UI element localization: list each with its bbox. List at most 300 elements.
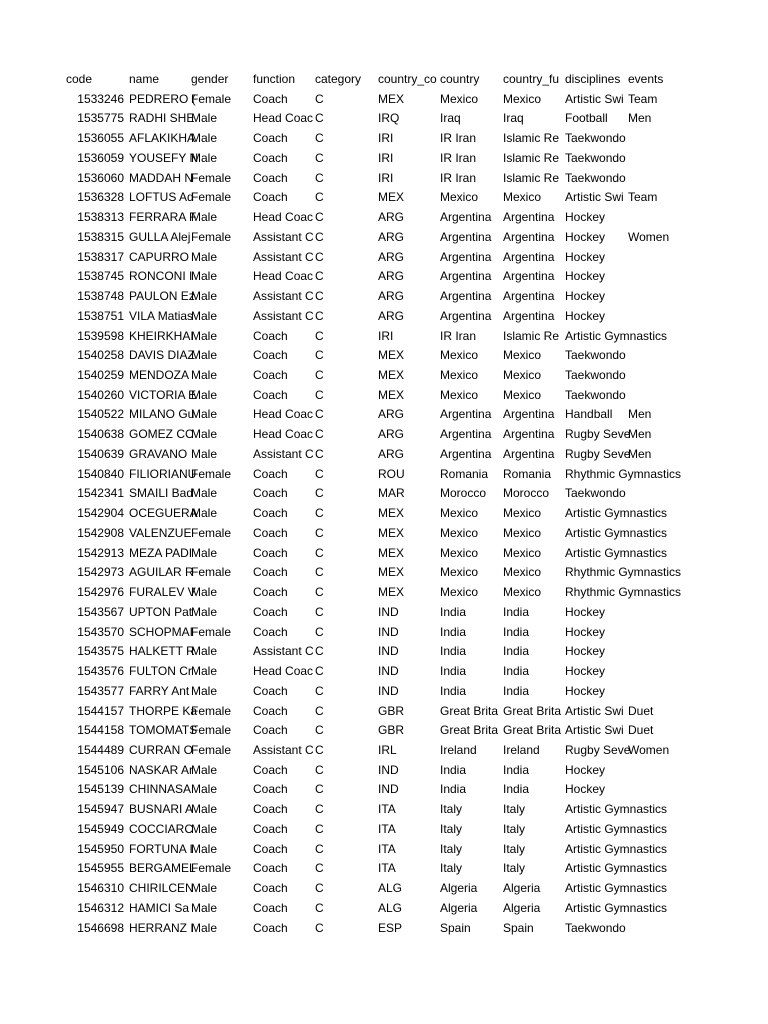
cell-country[interactable]: Italy xyxy=(440,821,463,836)
cell-function[interactable]: Coach xyxy=(253,624,288,639)
cell-gender[interactable]: Male xyxy=(191,407,218,422)
cell-events[interactable] xyxy=(628,899,748,919)
cell-name[interactable]: FORTUNA I xyxy=(129,841,193,856)
cell-country-full[interactable]: Spain xyxy=(503,920,534,935)
cell-category[interactable]: C xyxy=(315,190,324,205)
cell-name[interactable]: MILANO Gu xyxy=(129,407,195,422)
header-country[interactable]: country xyxy=(440,72,480,86)
cell-name[interactable]: FERRARA F xyxy=(129,210,197,225)
cell-country[interactable]: Great Brita xyxy=(440,723,499,738)
cell-country[interactable]: India xyxy=(440,644,467,659)
cell-gender[interactable]: Female xyxy=(191,190,232,205)
cell-function[interactable]: Coach xyxy=(253,604,288,619)
cell-country-code[interactable]: ITA xyxy=(378,802,396,817)
cell-country-code[interactable]: IRQ xyxy=(378,111,400,126)
cell-gender[interactable]: Male xyxy=(191,150,218,165)
cell-category[interactable]: C xyxy=(315,664,324,679)
cell-function[interactable]: Coach xyxy=(253,525,288,540)
cell-name[interactable]: MADDAH N xyxy=(129,170,194,185)
cell-country-full[interactable]: Mexico xyxy=(503,525,542,540)
cell-category[interactable]: C xyxy=(315,683,324,698)
cell-category[interactable]: C xyxy=(315,723,324,738)
cell-gender[interactable]: Male xyxy=(191,446,218,461)
cell-country-code[interactable]: ARG xyxy=(378,269,405,284)
cell-name[interactable]: OCEGUERA xyxy=(129,506,198,521)
cell-code[interactable]: 1543567 xyxy=(77,604,124,619)
header-disciplines[interactable]: disciplines xyxy=(565,72,621,86)
cell-category[interactable]: C xyxy=(315,328,324,343)
cell-disciplines[interactable]: Hockey xyxy=(565,624,606,639)
cell-code[interactable]: 1538745 xyxy=(77,269,124,284)
cell-disciplines[interactable]: Handball xyxy=(565,407,613,422)
cell-country-full[interactable]: India xyxy=(503,664,530,679)
cell-events[interactable] xyxy=(628,484,748,504)
cell-country[interactable]: Italy xyxy=(440,841,463,856)
cell-category[interactable]: C xyxy=(315,407,324,422)
cell-country-code[interactable]: MEX xyxy=(378,506,405,521)
cell-name[interactable]: HERRANZ I xyxy=(129,920,194,935)
cell-country-code[interactable]: MEX xyxy=(378,545,405,560)
cell-name[interactable]: MEZA PADI xyxy=(129,545,193,560)
cell-country-code[interactable]: ARG xyxy=(378,289,405,304)
cell-name[interactable]: PAULON Ez xyxy=(129,289,195,304)
cell-events[interactable] xyxy=(628,919,748,939)
cell-disciplines[interactable]: Hockey xyxy=(565,308,606,323)
cell-disciplines[interactable]: Hockey xyxy=(565,210,606,225)
cell-code[interactable]: 1540260 xyxy=(77,387,124,402)
cell-gender[interactable]: Male xyxy=(191,368,218,383)
cell-name[interactable]: GOMEZ CC xyxy=(129,427,194,442)
cell-disciplines[interactable]: Rhythmic Gymnastics xyxy=(565,565,682,580)
header-country-code[interactable]: country_co xyxy=(378,72,437,86)
cell-country[interactable]: India xyxy=(440,624,467,639)
cell-gender[interactable]: Male xyxy=(191,486,218,501)
cell-disciplines[interactable]: Artistic Gymnastics xyxy=(565,506,668,521)
cell-disciplines[interactable]: Hockey xyxy=(565,229,606,244)
cell-country[interactable]: IR Iran xyxy=(440,150,477,165)
cell-category[interactable]: C xyxy=(315,269,324,284)
cell-function[interactable]: Coach xyxy=(253,348,288,363)
cell-category[interactable]: C xyxy=(315,427,324,442)
cell-code[interactable]: 1539598 xyxy=(77,328,124,343)
cell-function[interactable]: Coach xyxy=(253,881,288,896)
cell-category[interactable]: C xyxy=(315,644,324,659)
cell-disciplines[interactable]: Artistic Gymnastics xyxy=(565,525,668,540)
cell-function[interactable]: Assistant C xyxy=(253,742,314,757)
cell-gender[interactable]: Male xyxy=(191,269,218,284)
cell-events[interactable] xyxy=(628,386,748,406)
cell-gender[interactable]: Female xyxy=(191,624,232,639)
cell-code[interactable]: 1544489 xyxy=(77,742,124,757)
cell-country-code[interactable]: MEX xyxy=(378,387,405,402)
cell-function[interactable]: Coach xyxy=(253,506,288,521)
cell-function[interactable]: Coach xyxy=(253,920,288,935)
cell-code[interactable]: 1536328 xyxy=(77,190,124,205)
cell-code[interactable]: 1546312 xyxy=(77,900,124,915)
cell-name[interactable]: FURALEV V xyxy=(129,585,196,600)
cell-country[interactable]: IR Iran xyxy=(440,170,477,185)
cell-events[interactable] xyxy=(628,169,748,189)
cell-disciplines[interactable]: Taekwondo xyxy=(565,920,626,935)
cell-category[interactable]: C xyxy=(315,308,324,323)
cell-country-code[interactable]: IRI xyxy=(378,170,394,185)
cell-code[interactable]: 1545950 xyxy=(77,841,124,856)
cell-country[interactable]: Argentina xyxy=(440,229,492,244)
cell-country-code[interactable]: IRI xyxy=(378,131,394,146)
cell-disciplines[interactable]: Hockey xyxy=(565,664,606,679)
cell-name[interactable]: YOUSEFY N xyxy=(129,150,199,165)
cell-code[interactable]: 1542908 xyxy=(77,525,124,540)
cell-gender[interactable]: Male xyxy=(191,249,218,264)
cell-code[interactable]: 1538751 xyxy=(77,308,124,323)
cell-country-code[interactable]: ARG xyxy=(378,427,405,442)
cell-country-full[interactable]: India xyxy=(503,782,530,797)
cell-category[interactable]: C xyxy=(315,821,324,836)
cell-code[interactable]: 1542341 xyxy=(77,486,124,501)
cell-category[interactable]: C xyxy=(315,446,324,461)
cell-events[interactable] xyxy=(628,840,748,860)
cell-events[interactable] xyxy=(628,563,748,583)
cell-name[interactable]: FULTON Cr xyxy=(129,664,192,679)
cell-events[interactable] xyxy=(628,129,748,149)
cell-country[interactable]: Mexico xyxy=(440,585,479,600)
cell-name[interactable]: CHIRILCEN xyxy=(129,881,194,896)
cell-function[interactable]: Coach xyxy=(253,821,288,836)
cell-events[interactable] xyxy=(628,800,748,820)
cell-gender[interactable]: Male xyxy=(191,387,218,402)
cell-events[interactable] xyxy=(628,524,748,544)
cell-disciplines[interactable]: Hockey xyxy=(565,289,606,304)
cell-country-full[interactable]: Italy xyxy=(503,841,526,856)
cell-disciplines[interactable]: Rugby Seve xyxy=(565,427,631,442)
cell-events[interactable] xyxy=(628,780,748,800)
header-category[interactable]: category xyxy=(315,72,362,86)
cell-disciplines[interactable]: Hockey xyxy=(565,644,606,659)
cell-disciplines[interactable]: Artistic Gymnastics xyxy=(565,861,668,876)
cell-function[interactable]: Coach xyxy=(253,782,288,797)
cell-disciplines[interactable]: Rugby Seve xyxy=(565,446,631,461)
cell-events[interactable] xyxy=(628,662,748,682)
cell-country[interactable]: Mexico xyxy=(440,387,479,402)
cell-category[interactable]: C xyxy=(315,506,324,521)
cell-disciplines[interactable]: Artistic Swi xyxy=(565,190,624,205)
cell-country-full[interactable]: Argentina xyxy=(503,229,555,244)
cell-country-full[interactable]: Argentina xyxy=(503,269,555,284)
cell-function[interactable]: Coach xyxy=(253,545,288,560)
cell-category[interactable]: C xyxy=(315,703,324,718)
cell-events[interactable]: Duet xyxy=(628,723,654,738)
cell-gender[interactable]: Female xyxy=(191,742,232,757)
cell-country[interactable]: Mexico xyxy=(440,190,479,205)
cell-events[interactable] xyxy=(628,248,748,268)
cell-gender[interactable]: Male xyxy=(191,644,218,659)
cell-country-code[interactable]: IND xyxy=(378,664,399,679)
cell-code[interactable]: 1545955 xyxy=(77,861,124,876)
cell-function[interactable]: Assistant C xyxy=(253,289,314,304)
cell-function[interactable]: Assistant C xyxy=(253,229,314,244)
cell-category[interactable]: C xyxy=(315,545,324,560)
cell-country-full[interactable]: Morocco xyxy=(503,486,550,501)
cell-code[interactable]: 1545947 xyxy=(77,802,124,817)
cell-disciplines[interactable]: Hockey xyxy=(565,762,606,777)
cell-category[interactable]: C xyxy=(315,91,324,106)
cell-gender[interactable]: Male xyxy=(191,604,218,619)
cell-gender[interactable]: Male xyxy=(191,131,218,146)
cell-function[interactable]: Assistant C xyxy=(253,446,314,461)
cell-country-code[interactable]: ARG xyxy=(378,210,405,225)
cell-category[interactable]: C xyxy=(315,802,324,817)
cell-category[interactable]: C xyxy=(315,742,324,757)
cell-country-code[interactable]: ARG xyxy=(378,229,405,244)
cell-code[interactable]: 1540639 xyxy=(77,446,124,461)
cell-events[interactable] xyxy=(628,504,748,524)
cell-code[interactable]: 1538313 xyxy=(77,210,124,225)
cell-disciplines[interactable]: Rhythmic Gymnastics xyxy=(565,585,682,600)
cell-name[interactable]: CAPURRO xyxy=(129,249,190,264)
cell-events[interactable] xyxy=(628,307,748,327)
cell-country-full[interactable]: India xyxy=(503,644,530,659)
cell-country-code[interactable]: ARG xyxy=(378,249,405,264)
cell-country-full[interactable]: India xyxy=(503,762,530,777)
cell-country-code[interactable]: IRI xyxy=(378,328,394,343)
cell-country-code[interactable]: MEX xyxy=(378,368,405,383)
cell-name[interactable]: VICTORIA E xyxy=(129,387,197,402)
cell-code[interactable]: 1536059 xyxy=(77,150,124,165)
cell-gender[interactable]: Male xyxy=(191,782,218,797)
cell-function[interactable]: Coach xyxy=(253,900,288,915)
cell-events[interactable]: Men xyxy=(628,446,652,461)
cell-gender[interactable]: Male xyxy=(191,111,218,126)
cell-name[interactable]: VILA Matias xyxy=(129,308,194,323)
cell-name[interactable]: TOMOMATS xyxy=(129,723,198,738)
cell-gender[interactable]: Female xyxy=(191,229,232,244)
cell-events[interactable] xyxy=(628,583,748,603)
cell-category[interactable]: C xyxy=(315,111,324,126)
cell-country-full[interactable]: Mexico xyxy=(503,387,542,402)
cell-function[interactable]: Coach xyxy=(253,802,288,817)
cell-function[interactable]: Head Coac xyxy=(253,427,314,442)
cell-category[interactable]: C xyxy=(315,486,324,501)
cell-events[interactable]: Team xyxy=(628,91,658,106)
cell-function[interactable]: Coach xyxy=(253,861,288,876)
cell-name[interactable]: SCHOPMAI xyxy=(129,624,194,639)
cell-function[interactable]: Head Coac xyxy=(253,111,314,126)
cell-name[interactable]: GULLA Alej xyxy=(129,229,191,244)
cell-category[interactable]: C xyxy=(315,861,324,876)
cell-code[interactable]: 1543576 xyxy=(77,664,124,679)
cell-country-code[interactable]: IND xyxy=(378,624,399,639)
cell-events[interactable]: Men xyxy=(628,407,652,422)
cell-gender[interactable]: Male xyxy=(191,821,218,836)
cell-country-code[interactable]: ARG xyxy=(378,407,405,422)
cell-category[interactable]: C xyxy=(315,289,324,304)
cell-country[interactable]: Mexico xyxy=(440,525,479,540)
cell-gender[interactable]: Male xyxy=(191,683,218,698)
cell-disciplines[interactable]: Taekwondo xyxy=(565,368,626,383)
header-code[interactable]: code xyxy=(66,72,93,86)
cell-code[interactable]: 1545139 xyxy=(77,782,124,797)
cell-gender[interactable]: Male xyxy=(191,802,218,817)
cell-category[interactable]: C xyxy=(315,565,324,580)
cell-name[interactable]: MENDOZA xyxy=(129,368,189,383)
cell-name[interactable]: FILIORIANU xyxy=(129,466,197,481)
cell-name[interactable]: DAVIS DIAZ xyxy=(129,348,195,363)
cell-code[interactable]: 1542913 xyxy=(77,545,124,560)
cell-country[interactable]: Argentina xyxy=(440,308,492,323)
cell-category[interactable]: C xyxy=(315,229,324,244)
cell-disciplines[interactable]: Taekwondo xyxy=(565,131,626,146)
cell-events[interactable] xyxy=(628,267,748,287)
cell-category[interactable]: C xyxy=(315,782,324,797)
cell-category[interactable]: C xyxy=(315,604,324,619)
cell-events[interactable]: Men xyxy=(628,111,652,126)
cell-gender[interactable]: Male xyxy=(191,348,218,363)
cell-code[interactable]: 1536060 xyxy=(77,170,124,185)
header-country-full[interactable]: country_fu xyxy=(503,72,560,86)
cell-country-code[interactable]: ESP xyxy=(378,920,403,935)
cell-country[interactable]: India xyxy=(440,762,467,777)
cell-name[interactable]: CHINNASA xyxy=(129,782,192,797)
cell-country[interactable]: India xyxy=(440,683,467,698)
cell-code[interactable]: 1540258 xyxy=(77,348,124,363)
cell-name[interactable]: VALENZUE xyxy=(129,525,192,540)
cell-events[interactable] xyxy=(628,859,748,879)
cell-country-full[interactable]: Mexico xyxy=(503,506,542,521)
cell-events[interactable] xyxy=(628,287,748,307)
cell-events[interactable] xyxy=(628,761,748,781)
cell-code[interactable]: 1533246 xyxy=(77,91,124,106)
cell-code[interactable]: 1542904 xyxy=(77,506,124,521)
cell-category[interactable]: C xyxy=(315,920,324,935)
cell-country-full[interactable]: Mexico xyxy=(503,91,542,106)
cell-country[interactable]: Mexico xyxy=(440,91,479,106)
cell-function[interactable]: Assistant C xyxy=(253,644,314,659)
cell-category[interactable]: C xyxy=(315,900,324,915)
cell-category[interactable]: C xyxy=(315,387,324,402)
cell-function[interactable]: Assistant C xyxy=(253,308,314,323)
cell-code[interactable]: 1545949 xyxy=(77,821,124,836)
cell-gender[interactable]: Male xyxy=(191,427,218,442)
cell-country[interactable]: Argentina xyxy=(440,446,492,461)
cell-country-full[interactable]: Argentina xyxy=(503,427,555,442)
cell-disciplines[interactable]: Artistic Gymnastics xyxy=(565,545,668,560)
cell-gender[interactable]: Female xyxy=(191,565,232,580)
cell-country[interactable]: Mexico xyxy=(440,565,479,580)
cell-events[interactable] xyxy=(628,820,748,840)
cell-country-full[interactable]: Mexico xyxy=(503,368,542,383)
cell-country[interactable]: India xyxy=(440,604,467,619)
cell-country-code[interactable]: MEX xyxy=(378,91,405,106)
cell-function[interactable]: Coach xyxy=(253,150,288,165)
cell-function[interactable]: Head Coac xyxy=(253,664,314,679)
cell-country[interactable]: Algeria xyxy=(440,900,478,915)
cell-gender[interactable]: Male xyxy=(191,308,218,323)
cell-disciplines[interactable]: Taekwondo xyxy=(565,387,626,402)
cell-disciplines[interactable]: Artistic Swi xyxy=(565,703,624,718)
cell-gender[interactable]: Male xyxy=(191,664,218,679)
cell-name[interactable]: HAMICI Sa xyxy=(129,900,190,915)
cell-events[interactable] xyxy=(628,603,748,623)
cell-name[interactable]: BUSNARI A xyxy=(129,802,194,817)
cell-disciplines[interactable]: Artistic Gymnastics xyxy=(565,802,668,817)
cell-gender[interactable]: Female xyxy=(191,703,232,718)
cell-country[interactable]: Argentina xyxy=(440,407,492,422)
cell-events[interactable] xyxy=(628,366,748,386)
cell-country-code[interactable]: IRI xyxy=(378,150,394,165)
cell-country-full[interactable]: Islamic Re xyxy=(503,131,560,146)
cell-country-code[interactable]: IND xyxy=(378,604,399,619)
cell-code[interactable]: 1542973 xyxy=(77,565,124,580)
cell-country-code[interactable]: IND xyxy=(378,762,399,777)
cell-name[interactable]: BERGAMEL xyxy=(129,861,196,876)
cell-function[interactable]: Coach xyxy=(253,486,288,501)
cell-gender[interactable]: Male xyxy=(191,545,218,560)
cell-country-full[interactable]: Argentina xyxy=(503,249,555,264)
cell-disciplines[interactable]: Taekwondo xyxy=(565,486,626,501)
cell-disciplines[interactable]: Artistic Swi xyxy=(565,91,624,106)
cell-country-full[interactable]: Iraq xyxy=(503,111,524,126)
cell-country-full[interactable]: Argentina xyxy=(503,289,555,304)
cell-function[interactable]: Head Coac xyxy=(253,269,314,284)
cell-country-code[interactable]: MEX xyxy=(378,190,405,205)
cell-country-code[interactable]: GBR xyxy=(378,703,405,718)
cell-code[interactable]: 1540259 xyxy=(77,368,124,383)
header-function[interactable]: function xyxy=(253,72,296,86)
cell-disciplines[interactable]: Rugby Seve xyxy=(565,742,631,757)
cell-gender[interactable]: Male xyxy=(191,841,218,856)
cell-name[interactable]: LOFTUS Ad xyxy=(129,190,194,205)
cell-code[interactable]: 1545106 xyxy=(77,762,124,777)
cell-events[interactable]: Women xyxy=(628,229,670,244)
cell-country[interactable]: Argentina xyxy=(440,427,492,442)
cell-code[interactable]: 1543575 xyxy=(77,644,124,659)
cell-code[interactable]: 1546698 xyxy=(77,920,124,935)
cell-country[interactable]: Argentina xyxy=(440,269,492,284)
header-gender[interactable]: gender xyxy=(191,72,229,86)
cell-country[interactable]: Argentina xyxy=(440,210,492,225)
header-events[interactable]: events xyxy=(628,72,664,86)
cell-country-full[interactable]: India xyxy=(503,604,530,619)
cell-name[interactable]: GRAVANO xyxy=(129,446,188,461)
cell-gender[interactable]: Female xyxy=(191,170,232,185)
cell-function[interactable]: Coach xyxy=(253,565,288,580)
cell-disciplines[interactable]: Artistic Gymnastics xyxy=(565,821,668,836)
cell-country[interactable]: Ireland xyxy=(440,742,477,757)
cell-category[interactable]: C xyxy=(315,368,324,383)
cell-country-full[interactable]: India xyxy=(503,683,530,698)
cell-function[interactable]: Coach xyxy=(253,368,288,383)
cell-country-code[interactable]: IND xyxy=(378,683,399,698)
cell-code[interactable]: 1540522 xyxy=(77,407,124,422)
cell-country[interactable]: Morocco xyxy=(440,486,487,501)
cell-function[interactable]: Coach xyxy=(253,328,288,343)
cell-gender[interactable]: Male xyxy=(191,900,218,915)
cell-country-code[interactable]: IND xyxy=(378,782,399,797)
cell-country-code[interactable]: MAR xyxy=(378,486,405,501)
cell-country-full[interactable]: Argentina xyxy=(503,407,555,422)
cell-country-full[interactable]: Islamic Re xyxy=(503,328,560,343)
cell-country[interactable]: India xyxy=(440,782,467,797)
cell-gender[interactable]: Female xyxy=(191,525,232,540)
cell-function[interactable]: Assistant C xyxy=(253,249,314,264)
cell-function[interactable]: Coach xyxy=(253,683,288,698)
cell-category[interactable]: C xyxy=(315,525,324,540)
cell-gender[interactable]: Male xyxy=(191,762,218,777)
cell-country-full[interactable]: Mexico xyxy=(503,585,542,600)
cell-name[interactable]: CURRAN O xyxy=(129,742,194,757)
cell-country-code[interactable]: ITA xyxy=(378,821,396,836)
cell-function[interactable]: Coach xyxy=(253,841,288,856)
